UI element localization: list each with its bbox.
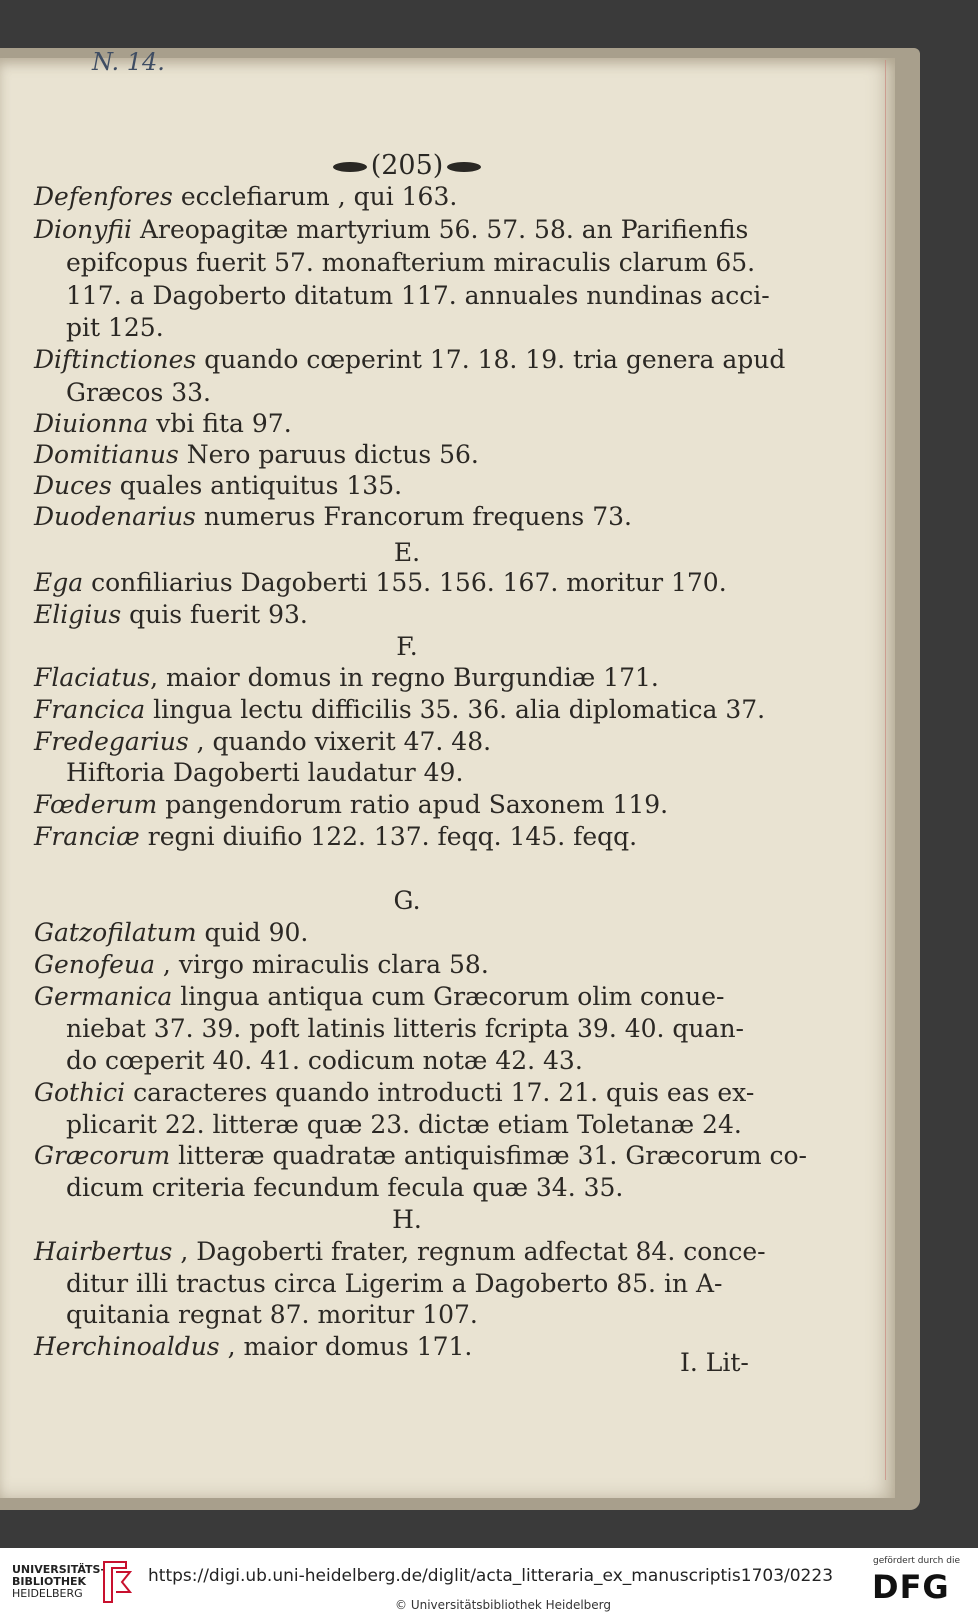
index-entry bbox=[34, 600, 308, 630]
entry-headword: Ega bbox=[34, 568, 84, 597]
shelfmark: N. 14. bbox=[92, 48, 165, 76]
entry-text: epifcopus fuerit 57. monafterium miraculis clarum 65. bbox=[66, 248, 756, 277]
entry-headword: Gothici bbox=[34, 1078, 126, 1107]
entry-text: numerus Francorum frequens 73. bbox=[195, 502, 632, 531]
index-entry bbox=[34, 215, 748, 245]
entry-text: lingua lectu difficilis 35. 36. alia diplomatica 37. bbox=[145, 695, 766, 724]
index-entry bbox=[34, 727, 491, 757]
entry-text: , Dagoberti frater, regnum adfectat 84. conce- bbox=[172, 1237, 766, 1266]
index-entry-continuation bbox=[66, 1014, 744, 1044]
library-mark-icon bbox=[98, 1558, 134, 1606]
entry-text: 117. a Dagoberto ditatum 117. annuales nundinas acci- bbox=[66, 281, 770, 310]
index-entry-continuation bbox=[66, 281, 770, 311]
entry-text: ditur illi tractus circa Ligerim a Dagoberto 85. in A- bbox=[66, 1269, 723, 1298]
entry-text: quid 90. bbox=[196, 918, 309, 947]
index-entry-continuation bbox=[66, 1110, 742, 1140]
entry-text: vbi fita 97. bbox=[148, 409, 292, 438]
entry-text: ecclefiarum , qui 163. bbox=[172, 182, 458, 211]
entry-headword: Domitianus bbox=[34, 440, 179, 469]
index-entry-continuation bbox=[66, 248, 755, 278]
entry-headword: Francica bbox=[34, 695, 146, 724]
entry-text: Hiftoria Dagoberti laudatur 49. bbox=[66, 758, 464, 787]
entry-text: caracteres quando introducti 17. 21. quis eas ex- bbox=[125, 1078, 755, 1107]
entry-headword: Diuionna bbox=[34, 409, 149, 438]
entry-text: Areopagitæ martyrium 56. 57. 58. an Parifienfis bbox=[132, 215, 749, 244]
entry-headword: Duodenarius bbox=[34, 502, 196, 531]
index-entry bbox=[34, 982, 724, 1012]
index-entry bbox=[34, 790, 668, 820]
index-entry bbox=[34, 502, 632, 532]
entry-text: do cœperit 40. 41. codicum notæ 42. 43. bbox=[66, 1046, 583, 1075]
entry-headword: Herchinoaldus bbox=[34, 1332, 220, 1361]
entry-headword: Germanica bbox=[34, 982, 173, 1011]
page-number-text: (205) bbox=[370, 150, 444, 181]
entry-text: dicum criteria fecundum fecula quæ 34. 35. bbox=[66, 1173, 624, 1202]
entry-headword: Diftinctiones bbox=[34, 345, 197, 374]
entry-headword: Fredegarius bbox=[34, 727, 189, 756]
section-letter: F. bbox=[396, 632, 418, 661]
sponsor-label: gefördert durch die bbox=[873, 1556, 960, 1566]
copyright-notice: © Universitätsbibliothek Heidelberg bbox=[395, 1598, 612, 1612]
index-entry bbox=[34, 1141, 807, 1171]
section-letter: E. bbox=[393, 538, 421, 567]
index-entry bbox=[34, 568, 727, 598]
entry-text: regni diuifio 122. 137. feqq. 145. feqq. bbox=[139, 822, 638, 851]
library-logo[interactable] bbox=[12, 1564, 105, 1600]
entry-text: , maior domus 171. bbox=[219, 1332, 473, 1361]
entry-headword: Eligius bbox=[34, 600, 122, 629]
entry-headword: Fœderum bbox=[34, 790, 158, 819]
index-entry bbox=[34, 663, 659, 693]
entry-headword: Franciæ bbox=[34, 822, 140, 851]
entry-text: niebat 37. 39. poft latinis litteris fcripta 39. 40. quan- bbox=[66, 1014, 744, 1043]
catchword: I. Lit- bbox=[680, 1348, 749, 1377]
entry-text: quales antiquitus 135. bbox=[111, 471, 403, 500]
page-margin-rule bbox=[885, 60, 886, 1480]
permalink-url[interactable]: https://digi.ub.uni-heidelberg.de/diglit/acta_litteraria_ex_manuscriptis1703/0223 bbox=[148, 1566, 834, 1586]
index-entry bbox=[34, 1078, 754, 1108]
index-entry bbox=[34, 471, 402, 501]
entry-text: lingua antiqua cum Græcorum olim conue- bbox=[172, 982, 725, 1011]
index-entry bbox=[34, 950, 489, 980]
dfg-logo[interactable]: DFG bbox=[872, 1568, 950, 1606]
index-entry-continuation bbox=[66, 1046, 583, 1076]
entry-headword: Flaciatus bbox=[34, 663, 151, 692]
index-entry-continuation bbox=[66, 378, 211, 408]
index-entry-continuation bbox=[66, 313, 164, 343]
section-letter: H. bbox=[392, 1205, 422, 1234]
index-entry bbox=[34, 345, 785, 375]
entry-text: quitania regnat 87. moritur 107. bbox=[66, 1300, 478, 1329]
index-entry bbox=[34, 695, 765, 725]
entry-text: pit 125. bbox=[66, 313, 164, 342]
viewer-footer bbox=[0, 1548, 978, 1618]
index-entry bbox=[34, 409, 292, 439]
entry-headword: Græcorum bbox=[34, 1141, 171, 1170]
entry-headword: Gatzofilatum bbox=[34, 918, 197, 947]
entry-headword: Duces bbox=[34, 471, 112, 500]
entry-text: , virgo miraculis clara 58. bbox=[154, 950, 489, 979]
index-entry bbox=[34, 182, 457, 212]
index-entry-continuation bbox=[66, 1300, 478, 1330]
index-entry-continuation bbox=[66, 1269, 723, 1299]
entry-headword: Hairbertus bbox=[34, 1237, 173, 1266]
entry-headword: Genofeua bbox=[34, 950, 155, 979]
entry-text: confiliarius Dagoberti 155. 156. 167. moritur 170. bbox=[83, 568, 727, 597]
library-name-line3: HEIDELBERG bbox=[12, 1587, 83, 1600]
entry-headword: Dionyfii bbox=[34, 215, 132, 244]
entry-text: quando cœperint 17. 18. 19. tria genera apud bbox=[196, 345, 786, 374]
library-name-line2: BIBLIOTHEK bbox=[12, 1575, 87, 1588]
entry-text: pangendorum ratio apud Saxonem 119. bbox=[157, 790, 669, 819]
page-number bbox=[322, 150, 492, 181]
right-ornament-icon bbox=[447, 162, 481, 172]
index-entry bbox=[34, 918, 308, 948]
left-ornament-icon bbox=[333, 162, 367, 172]
index-entry bbox=[34, 440, 479, 470]
entry-text: , quando vixerit 47. 48. bbox=[188, 727, 492, 756]
index-entry bbox=[34, 1332, 472, 1362]
index-entry-continuation bbox=[66, 1173, 623, 1203]
entry-text: quis fuerit 93. bbox=[121, 600, 308, 629]
index-entry bbox=[34, 822, 637, 852]
index-entry-continuation bbox=[66, 758, 463, 788]
entry-text: Nero paruus dictus 56. bbox=[178, 440, 479, 469]
entry-text: , maior domus in regno Burgundiæ 171. bbox=[150, 663, 659, 692]
section-letter: G. bbox=[393, 886, 421, 915]
entry-text: plicarit 22. litteræ quæ 23. dictæ etiam Toletanæ 24. bbox=[66, 1110, 742, 1139]
index-entry bbox=[34, 1237, 766, 1267]
entry-text: litteræ quadratæ antiquisfimæ 31. Græcorum co- bbox=[170, 1141, 808, 1170]
entry-headword: Defenfores bbox=[34, 182, 173, 211]
entry-text: Græcos 33. bbox=[66, 378, 212, 407]
library-name-line1: UNIVERSITÄTS- bbox=[12, 1563, 106, 1576]
